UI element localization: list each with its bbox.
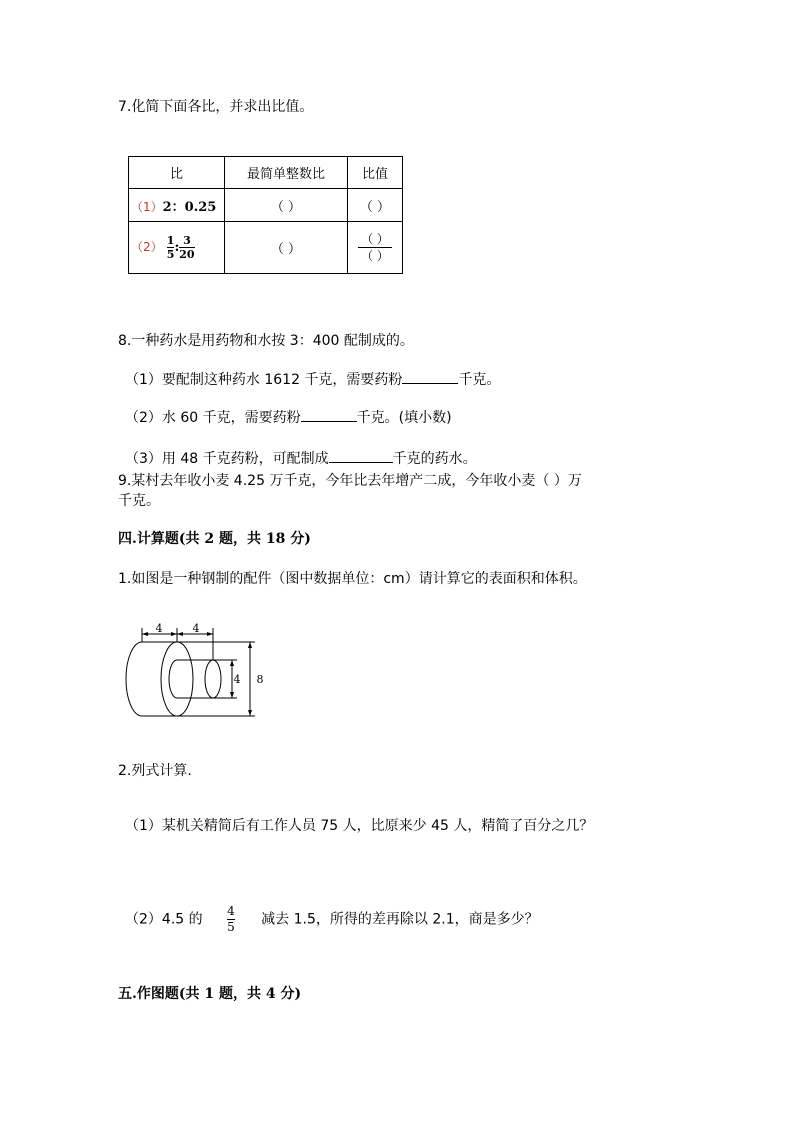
dim-height-outer: 8 [256, 673, 264, 686]
fraction-four-fifths: $\frac{4}{5}$ [227, 904, 235, 934]
header-simplest: 最简单整数比 [225, 157, 348, 189]
row1-index: （1） [131, 199, 163, 214]
row2-value-answer[interactable]: （ ） （ ） [348, 222, 403, 274]
answer-blank[interactable] [329, 450, 393, 463]
q9-line1: 9.某村去年收小麦 4.25 万千克，今年比去年增产二成，今年收小麦（ ）万 [118, 473, 582, 489]
dim-width-1: 4 [155, 622, 163, 635]
q9-line2: 千克。 [118, 493, 160, 509]
cylinder-diagram [120, 620, 280, 725]
dim-height-inner: 4 [233, 673, 241, 686]
row2-simple-answer[interactable]: （ ） [225, 222, 348, 274]
q8-title: 8.一种药水是用药物和水按 3：400 配制成的。 [118, 333, 414, 349]
calc2-title: 2.列式计算. [118, 763, 192, 779]
row1-ratio-cell [129, 189, 225, 222]
fraction-one-fifth: $\frac{1}{5}$ [166, 234, 175, 261]
q8-sub3: （3）用 48 千克药粉，可配制成 千克的药水。 [125, 451, 477, 467]
fraction-three-twentieths: $\frac{3}{20}$ [179, 234, 195, 261]
q8-sub2: （2）水 60 千克，需要药粉 千克。(填小数) [125, 410, 452, 426]
colon: : [174, 240, 180, 255]
table-row [129, 189, 403, 222]
calc2-problem1: （1）某机关精简后有工作人员 75 人，比原来少 45 人，精简了百分之几？ [125, 818, 594, 834]
header-ratio: 比 [129, 157, 225, 189]
dim-width-2: 4 [192, 622, 200, 635]
row1-ratio: 2：0.25 [162, 199, 217, 215]
ratio-table [128, 156, 403, 274]
q7-title: 7.化简下面各比，并求出比值。 [118, 99, 314, 115]
answer-blank[interactable] [301, 409, 357, 422]
q8-sub1: （1）要配制这种药水 1612 千克，需要药粉 千克。 [125, 372, 501, 388]
section-five-title: 五.作图题(共 1 题，共 4 分) [118, 986, 302, 1002]
calc2-problem2: （2）4.5 的 $\frac{4}{5}$ 减去 1.5，所得的差再除以 2.1，商是多少？ [125, 904, 539, 934]
section-four-title: 四.计算题(共 2 题，共 18 分) [118, 531, 311, 547]
table-row [129, 222, 403, 274]
row1-simple-answer[interactable]: （ ） [225, 189, 348, 222]
header-value: 比值 [348, 157, 403, 189]
calc1-title: 1.如图是一种钢制的配件（图中数据单位：cm）请计算它的表面积和体积。 [118, 571, 587, 587]
answer-blank[interactable] [402, 371, 458, 384]
row1-value-answer[interactable]: （ ） [348, 189, 403, 222]
row2-ratio-cell [129, 222, 225, 274]
row2-index: （2） [131, 240, 163, 254]
